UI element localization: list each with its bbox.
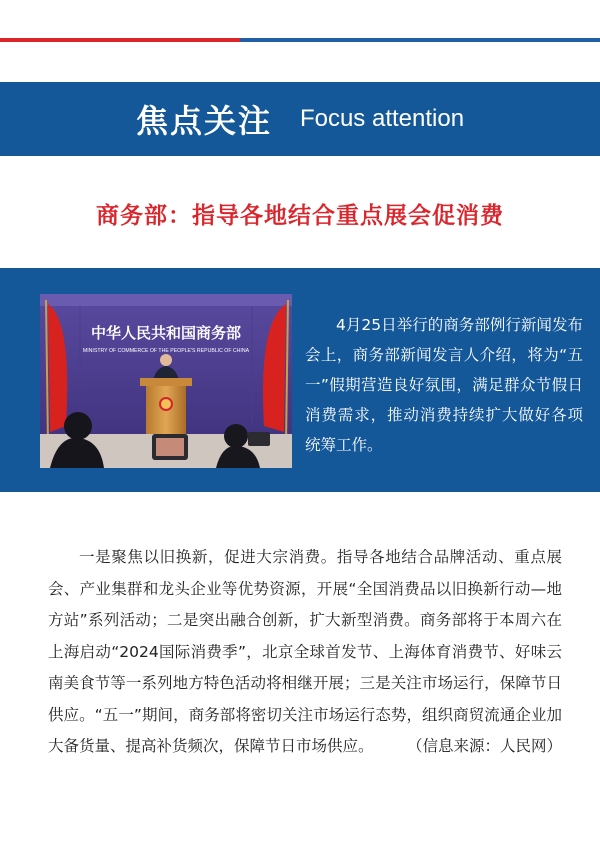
top-divider-red: [0, 38, 240, 42]
top-divider-blue: [240, 38, 600, 42]
banner-title-cn: 焦点关注: [135, 102, 272, 140]
article-body-text: 一是聚焦以旧换新，促进大宗消费。指导各地结合品牌活动、重点展会、产业集群和龙头企业等优势资源，开展“全国消费品以旧换新行动—地方站”系列活动；二是突出融合创新，扩大新型消费。商务部将于本周六在上海启动“2024国际消费季”，北京全球首发节、上海体育消费节、好味云南美食节等一系列地方特色活动将相继开展；三是关注市场运行，保障节日供应。“五一”期间，商务部将密切关注市场运行态势，组织商贸流通企业加大备货量、提高补货频次，保障节日市场供应。: [48, 548, 562, 755]
photo-sign-en: MINISTRY OF COMMERCE OF THE PEOPLE'S REPUBLIC OF CHINA: [82, 348, 250, 354]
lead-paragraph: 4月25日举行的商务部例行新闻发布会上，商务部新闻发言人介绍，将为“五一”假期营造良好氛围，满足群众节假日消费需求，推动消费持续扩大做好各项统筹工作。: [305, 316, 583, 454]
article-body: [48, 542, 562, 763]
article-headline: 商务部：指导各地结合重点展会促消费: [96, 203, 504, 229]
section-banner: [0, 82, 600, 156]
source-credit: （信息来源：人民网）: [406, 737, 562, 755]
top-divider: [0, 38, 600, 42]
press-conference-photo: [40, 294, 292, 468]
photo-sign-cn: 中华人民共和国商务部: [90, 324, 242, 342]
banner-title-en: Focus attention: [299, 105, 465, 132]
feature-panel: [0, 268, 600, 492]
